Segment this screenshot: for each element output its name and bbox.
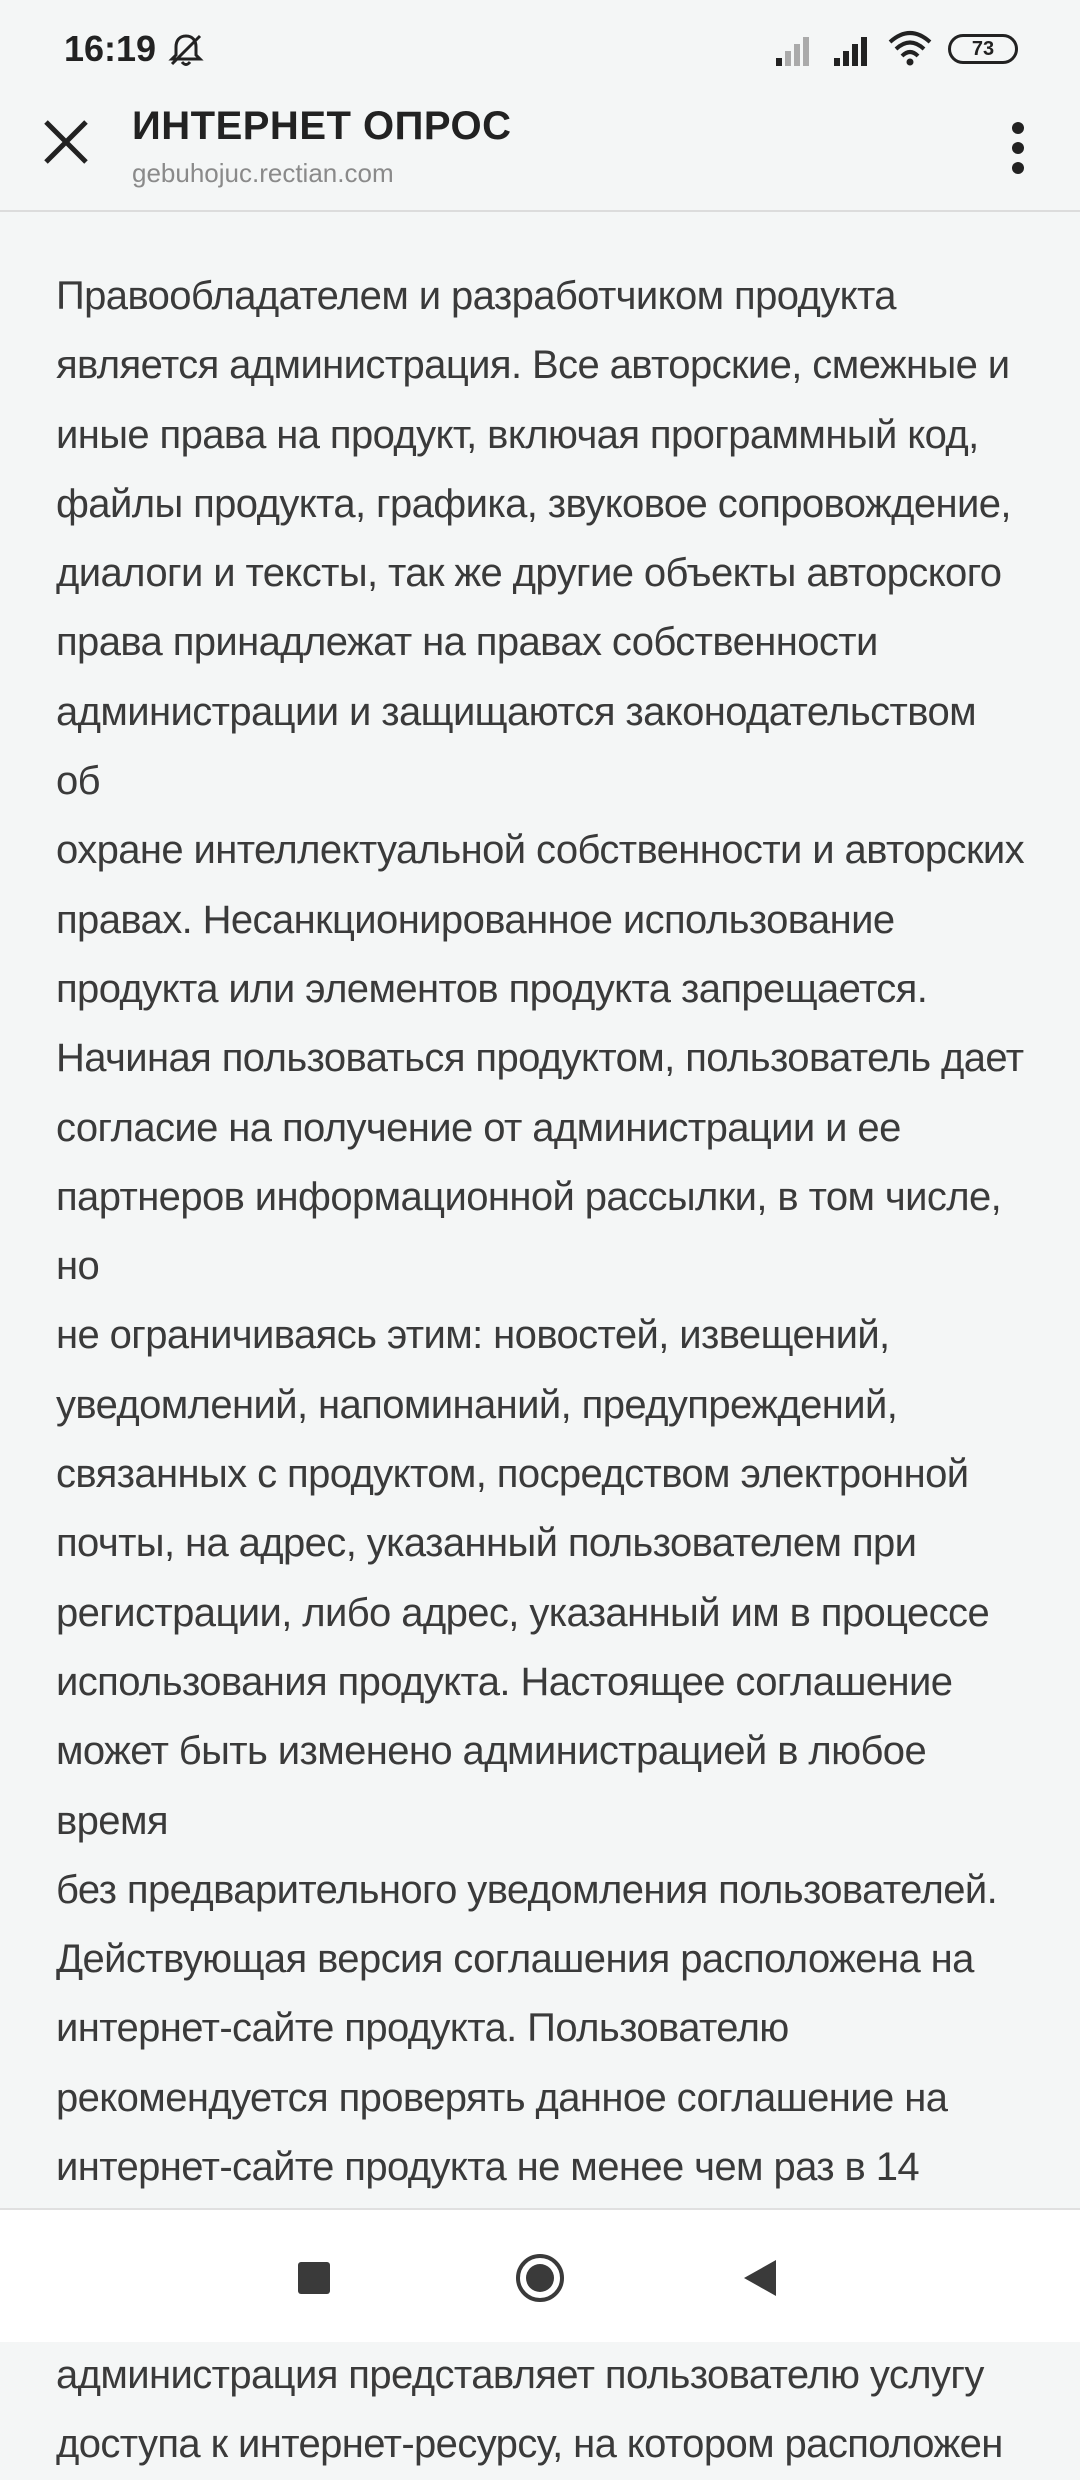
agreement-text: Правообладателем и разработчиком продукта является администрация. Все авторские, смежные и иные права на продукт, включая программный код, файлы продукта, графика, звуковое сопровождение, диалоги и тексты, так же другие объекты авторского права принадлежат на правах собственности администрации и защищаются законодательством об охране интеллектуальной собственности и авторских правах. Несанкционированное использование продукта или элементов продукта запрещается. Начиная пользоваться продуктом, пользователь дает согласие на получение от администрации и ее партнеров информационной рассылки, в том числе, но не ограничиваясь этим: новостей, извещений, уведомлений, напоминаний, предупреждений, связанных с продуктом, посредством электронной почты, на адрес, указанный пользователем при регистрации, либо адрес, указанный им в процессе использования продукта. Настоящее соглашение может быть изменено администрацией в любое время без предварительного уведомления пользователей. Действующая версия соглашения расположена на интернет-сайте продукта. Пользователю рекомендуется проверять данное соглашение на интернет-сайте продукта не менее чем раз в 14 администрация представляет пользователю услугу доступа к интернет-ресурсу, на котором расположен <box>56 274 1024 2467</box>
navigation-bar <box>0 2208 1080 2342</box>
home-icon[interactable] <box>514 2252 566 2304</box>
recent-apps-icon[interactable] <box>298 2262 330 2294</box>
battery-level: 73 <box>971 38 995 60</box>
bell-off-icon <box>166 30 206 70</box>
wifi-icon <box>888 30 932 66</box>
content-area[interactable] <box>56 262 1026 2467</box>
status-time: 16:19 <box>64 28 157 69</box>
close-icon[interactable] <box>38 114 94 170</box>
more-vertical-icon[interactable] <box>1000 118 1036 178</box>
status-bar <box>0 0 1080 100</box>
app-bar <box>0 100 1080 212</box>
page-url: gebuhojuc.rectian.com <box>132 158 394 188</box>
back-icon[interactable] <box>740 2256 780 2300</box>
signal-icon <box>834 34 876 66</box>
battery-icon <box>948 34 1018 64</box>
signal-icon <box>776 34 818 66</box>
page-title: ИНТЕРНЕТ ОПРОС <box>132 104 512 148</box>
